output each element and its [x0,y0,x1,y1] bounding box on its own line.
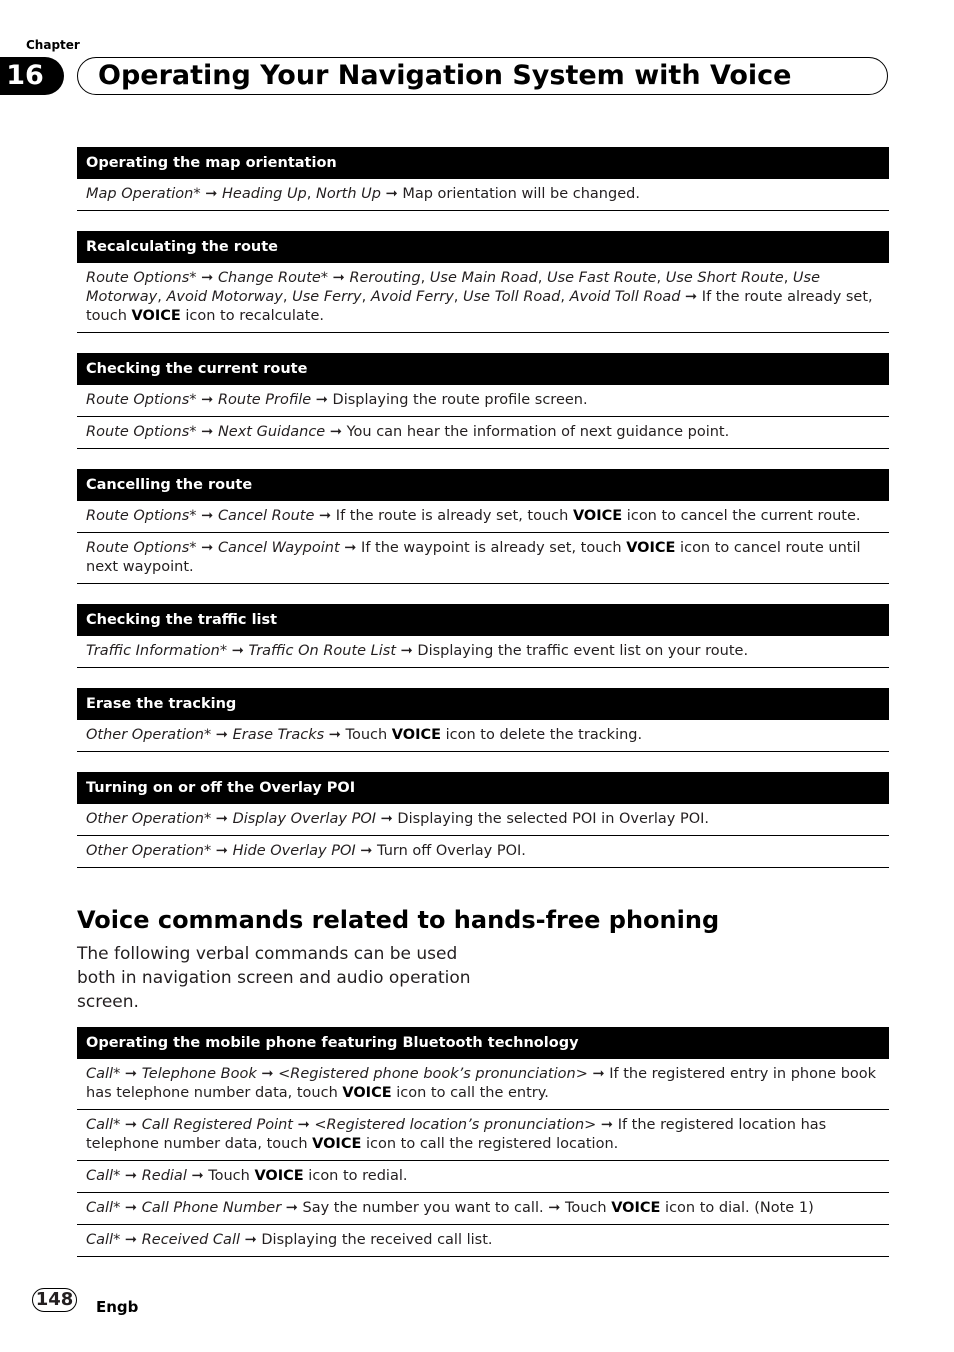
row-text: ➞ [120,1232,142,1248]
row-text: ➞ [211,843,233,859]
voice-keyword: VOICE [131,308,181,324]
table-header: Checking the traffic list [77,604,889,636]
row-text: icon to dial. (Note 1) [660,1200,814,1216]
command-table [77,604,889,668]
command-term: Call* [86,1066,121,1082]
row-text: icon to call the registered location. [361,1136,619,1152]
command-term: Map Operation* [86,186,201,202]
row-text: ➞ You can hear the information of next guidance point. [325,424,730,440]
command-term: Route Options* [86,508,197,524]
command-table [77,231,889,333]
voice-keyword: VOICE [626,540,676,556]
command-term: Avoid Toll Road [569,289,681,305]
table-header: Operating the mobile phone featuring Bluetooth technology [77,1027,889,1059]
command-term: Call* [86,1168,121,1184]
command-term: <Registered phone book’s pronunciation> [278,1066,588,1082]
table-row [77,1161,889,1193]
row-text: ➞ [196,392,218,408]
command-term: Avoid Motorway [166,289,283,305]
voice-keyword: VOICE [391,727,442,743]
row-text: ➞ [227,643,249,659]
command-term: Telephone Book [141,1066,257,1082]
chapter-number: 16 [0,57,64,95]
table-header: Checking the current route [77,353,889,385]
row-text: ➞ [292,1117,315,1133]
row-text: ➞ Turn off Overlay POI. [355,843,526,859]
voice-keyword: VOICE [254,1168,304,1184]
command-term: Next Guidance [217,424,326,440]
row-text: ➞ [211,727,233,743]
row-text: ➞ [196,424,218,440]
table-row [77,804,889,836]
row-text: icon to redial. [303,1168,408,1184]
command-term: Cancel Route [217,508,315,524]
row-text: , [783,270,793,286]
row-text: ➞ If the route is already set, touch [314,508,573,524]
row-text: ➞ [120,1117,142,1133]
row-text: ➞ [200,186,222,202]
command-term: Route Options* [86,424,197,440]
command-term: Route Options* [86,270,197,286]
chapter-label: Chapter [26,38,80,52]
command-term: Heading Up [222,186,307,202]
voice-keyword: VOICE [572,508,623,524]
row-text: , [656,270,666,286]
voice-keyword: VOICE [312,1136,362,1152]
command-table [77,469,889,584]
row-text: icon to delete the tracking. [441,727,643,743]
command-table [77,688,889,752]
command-term: Received Call [141,1232,241,1248]
row-text: , [560,289,570,305]
command-term: Route Options* [86,392,197,408]
table-row [77,636,889,668]
row-text: , [453,289,464,305]
chapter-title-box [77,57,888,95]
section-intro: The following verbal commands can be used both in navigation screen and audio operation screen. [77,944,471,1012]
command-term: Display Overlay POI [232,811,377,827]
table-header: Operating the map orientation [77,147,889,179]
table-row [77,533,889,584]
row-text: ➞ [211,811,233,827]
table-row [77,720,889,752]
command-term: Use Fast Route [546,270,657,286]
voice-keyword: VOICE [342,1085,392,1101]
table-row [77,179,889,211]
command-term: Call Phone Number [141,1200,282,1216]
command-term: Redial [141,1168,187,1184]
row-text: ➞ If the registered location has telephone number data, touch [86,1117,827,1152]
command-table [77,353,889,449]
row-text: , [157,289,167,305]
row-text: ➞ Displaying the route profile screen. [311,392,588,408]
command-term: Call* [86,1200,121,1216]
row-text: ➞ Map orientation will be changed. [380,186,640,202]
command-term: Cancel Waypoint [217,540,340,556]
chapter-title: Operating Your Navigation System with Voice [98,60,792,91]
table-row [77,263,889,333]
command-term: Change Route* [217,270,329,286]
row-text: ➞ If the route already set, touch [86,289,873,324]
row-text: ➞ Displaying the received call list. [240,1232,493,1248]
command-term: Rerouting [349,270,421,286]
row-text: icon to cancel route until next waypoint. [86,540,861,575]
row-text: ➞ Displaying the selected POI in Overlay POI. [376,811,710,827]
row-text: ➞ Touch [324,727,392,743]
row-text: ➞ If the registered entry in phone book has telephone number data, touch [86,1066,877,1101]
table-row [77,1059,889,1110]
row-text: , [361,289,371,305]
command-term: Hide Overlay POI [232,843,356,859]
table-row [77,1225,889,1257]
command-table [77,772,889,868]
section-heading-hands-free: Voice commands related to hands-free phoning [77,906,720,934]
row-text: ➞ [120,1200,142,1216]
table-row [77,1193,889,1225]
command-term: Other Operation* [86,811,212,827]
table-row [77,836,889,868]
table-row [77,1110,889,1161]
row-text: ➞ [196,270,218,286]
command-term: Call Registered Point [141,1117,293,1133]
command-table [77,147,889,211]
command-term: Traffic On Route List [248,643,397,659]
table-header: Turning on or off the Overlay POI [77,772,889,804]
row-text: , [306,186,316,202]
command-term: North Up [315,186,381,202]
row-text: ➞ If the waypoint is already set, touch [339,540,627,556]
row-text: ➞ [196,508,218,524]
row-text: ➞ [256,1066,279,1082]
command-term: Call* [86,1117,121,1133]
row-text: ➞ Touch [186,1168,255,1184]
row-text: ➞ [196,540,218,556]
row-text: ➞ [120,1066,142,1082]
command-term: Other Operation* [86,727,212,743]
command-term: Route Profile [217,392,312,408]
command-term: Erase Tracks [232,727,325,743]
table-header: Cancelling the route [77,469,889,501]
row-text: ➞ [328,270,350,286]
row-text: , [537,270,547,286]
row-text: ➞ [120,1168,142,1184]
table-header: Erase the tracking [77,688,889,720]
table-row [77,385,889,417]
table-row [77,501,889,533]
command-term: Use Ferry [292,289,362,305]
row-text: ➞ Displaying the traffic event list on your route. [396,643,749,659]
command-term: Call* [86,1232,121,1248]
language-code: Engb [96,1298,139,1316]
row-text: icon to recalculate. [180,308,324,324]
command-term: Use Main Road [429,270,538,286]
phone-command-table [77,1027,889,1257]
row-text: ➞ Say the number you want to call. ➞ Touch [281,1200,612,1216]
command-term: <Registered location’s pronunciation> [314,1117,597,1133]
table-header: Recalculating the route [77,231,889,263]
command-term: Route Options* [86,540,197,556]
command-term: Other Operation* [86,843,212,859]
row-text: , [420,270,430,286]
table-row [77,417,889,449]
row-text: , [282,289,293,305]
command-term: Use Toll Road [463,289,561,305]
command-term: Avoid Ferry [370,289,454,305]
command-term: Use Short Route [665,270,784,286]
page-number: 148 [32,1288,77,1312]
command-term: Use Motorway [86,270,820,305]
command-term: Traffic Information* [86,643,228,659]
row-text: icon to cancel the current route. [622,508,861,524]
voice-keyword: VOICE [611,1200,661,1216]
row-text: icon to call the entry. [391,1085,549,1101]
